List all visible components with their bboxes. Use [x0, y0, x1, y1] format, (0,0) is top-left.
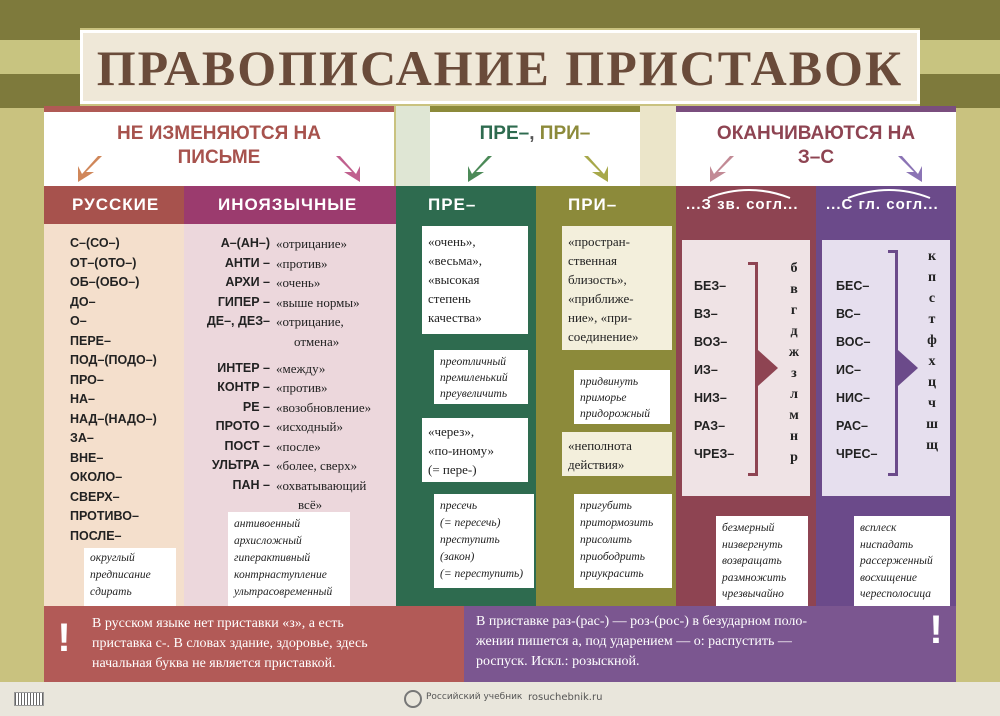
- category-separator: ,: [529, 123, 540, 144]
- bracket: [748, 262, 758, 476]
- prefix-item: СВЕРХ–: [70, 489, 120, 504]
- bracket: [888, 250, 898, 476]
- category-pre-pri-panel: [430, 106, 640, 186]
- prefix-item: ОБ–(ОБО–): [70, 275, 140, 289]
- foreign-meaning: «охватывающий: [276, 477, 367, 493]
- example-word: ультрасовременный: [234, 586, 333, 598]
- example-word: округлый: [90, 552, 135, 564]
- foreign-examples: [228, 512, 350, 606]
- pri-examples-1: придвинуть приморье придорожный: [574, 370, 670, 424]
- s-header: ...С гл. согл...: [826, 196, 939, 213]
- prefix-item: ПРОТИВО–: [70, 509, 139, 523]
- note-left-text: В русском языке нет приставки «з», а есть приставка с-. В словах здание, здоровье, здесь начальная буква не является приставкой.: [92, 616, 368, 671]
- pri-header: ПРИ–: [568, 195, 618, 214]
- note-right-text: В приставке раз-(рас-) — роз-(рос-) в безударном поло- жении пишется а, под ударением — о: распустить — роспуск. Искл.: розыскной.: [476, 614, 808, 669]
- foreign-prefix: РЕ –: [242, 399, 270, 414]
- foreign-prefix: ДЕ–, ДЕЗ–: [206, 314, 270, 328]
- site-link[interactable]: rosuchebnik.ru: [528, 692, 603, 703]
- category-ending-panel: [676, 106, 956, 186]
- arrow-down-right-icon: [580, 152, 612, 184]
- example-word: сдирать: [90, 586, 132, 598]
- foreign-prefix: УЛЬТРА –: [211, 458, 270, 472]
- barcode-icon: [14, 692, 44, 706]
- russian-examples: [84, 548, 176, 606]
- prefix-item: ПРО–: [70, 372, 104, 387]
- example-word: антивоенный: [234, 518, 301, 530]
- foreign-meaning: «против»: [276, 380, 328, 395]
- foreign-meaning: «отрицание,: [276, 314, 344, 329]
- example-word: гиперактивный: [234, 552, 311, 564]
- arrow-right-icon: [898, 350, 920, 386]
- logo-icon: [404, 690, 422, 708]
- prefix-item: ОКОЛО–: [70, 470, 123, 484]
- pri-meaning-1: «простран- ственная близость», «приближе- ние», «при- соединение»: [562, 226, 672, 350]
- foreign-meaning: «возобновление»: [276, 399, 372, 415]
- pre-meaning-1: «очень», «весьма», «высокая степень качества»: [422, 226, 528, 334]
- prefix-item: ОТ–(ОТО–): [70, 255, 137, 270]
- foreign-prefix: АНТИ –: [224, 255, 270, 270]
- category-unchanged-title: НЕ ИЗМЕНЯЮТСЯ НА ПИСЬМЕ: [117, 123, 321, 168]
- prefix-item: НАД–(НАДО–): [70, 411, 157, 426]
- category-ending-title: ОКАНЧИВАЮТСЯ НА З–С: [716, 123, 916, 168]
- pri-meaning-2: «неполнота действия»: [562, 432, 672, 476]
- arrow-down-left-icon: [464, 152, 496, 184]
- foreign-prefix-table: [196, 234, 392, 514]
- prefix-item: С–(СО–): [70, 236, 120, 250]
- warning-icon: !: [57, 616, 71, 660]
- foreign-prefix: А–(АН–): [220, 236, 270, 250]
- foreign-meaning: «против»: [276, 255, 328, 271]
- footer: [0, 682, 1000, 716]
- foreign-prefix: ГИПЕР –: [217, 294, 270, 309]
- prefix-item: НА–: [70, 392, 96, 406]
- russian-header: РУССКИЕ: [44, 186, 184, 224]
- foreign-meaning: «более, сверх»: [276, 458, 358, 473]
- warning-icon: !: [929, 608, 943, 652]
- example-word: контрнаступление: [234, 569, 327, 581]
- foreign-meaning: «выше нормы»: [276, 294, 360, 310]
- note-left-panel: [44, 606, 464, 682]
- pre-meaning-2: «через», «по-иному» (= пере-): [422, 418, 528, 482]
- arrow-down-left-icon: [706, 152, 738, 184]
- foreign-meaning: «исходный»: [276, 419, 343, 434]
- publisher-name: Российский учебник: [426, 692, 523, 702]
- prefix-item: ВНЕ–: [70, 450, 104, 465]
- foreign-prefix: ИНТЕР –: [217, 360, 270, 375]
- foreign-prefix: [196, 332, 276, 351]
- arc-decoration: [704, 186, 794, 200]
- arrow-down-right-icon: [332, 152, 364, 184]
- prefix-item: ЗА–: [70, 431, 94, 445]
- z-prefix-list: БЕЗ– ВЗ– ВОЗ– ИЗ– НИЗ– РАЗ– ЧРЕЗ–: [694, 279, 735, 461]
- note-right-panel: [464, 606, 956, 682]
- russian-prefix-list: [70, 234, 157, 546]
- s-examples: всплеск ниспадать рассерженный восхищение чересполосица: [854, 516, 950, 606]
- foreign-meaning: отмена»: [294, 333, 340, 349]
- s-prefix-list: БЕС– ВС– ВОС– ИС– НИС– РАС– ЧРЕС–: [836, 279, 878, 461]
- foreign-meaning: «после»: [276, 438, 321, 454]
- foreign-prefix: АРХИ –: [225, 275, 270, 289]
- pre-examples-1: преотличный премиленький преувеличить: [434, 350, 528, 404]
- foreign-prefix: ПОСТ –: [224, 438, 270, 453]
- page-title: ПРАВОПИСАНИЕ ПРИСТАВОК: [80, 30, 920, 104]
- foreign-meaning: «между»: [276, 360, 326, 376]
- z-letters: б в г д ж з л м н р: [788, 261, 800, 465]
- prefix-item: ДО–: [70, 294, 96, 309]
- foreign-prefix: КОНТР –: [217, 380, 270, 394]
- russian-column: [44, 186, 184, 606]
- foreign-meaning: всё»: [298, 497, 323, 512]
- arc-decoration: [844, 186, 934, 200]
- z-examples: безмерный низвергнуть возвращать размножить чрезвычайно: [716, 516, 808, 606]
- foreign-meaning: «очень»: [276, 275, 321, 290]
- example-word: архисложный: [234, 535, 302, 547]
- pre-header: ПРЕ–: [428, 195, 477, 214]
- foreign-prefix: ПРОТО –: [215, 419, 270, 433]
- s-letters: к п с т ф х ц ч ш щ: [926, 249, 938, 453]
- pre-examples-2: пресечь (= пересечь) преступить (закон) (= переступить): [434, 494, 534, 588]
- arrow-right-icon: [758, 350, 780, 386]
- arrow-down-left-icon: [74, 152, 106, 184]
- category-unchanged-panel: [44, 106, 394, 186]
- prefix-item: ПОСЛЕ–: [70, 528, 122, 543]
- foreign-prefix: ПАН –: [232, 477, 270, 492]
- prefix-item: О–: [70, 314, 87, 328]
- example-word: предписание: [90, 569, 151, 581]
- foreign-header: ИНОЯЗЫЧНЫЕ: [184, 186, 396, 224]
- prefix-item: ПОД–(ПОДО–): [70, 353, 157, 367]
- category-pre-label: ПРЕ–: [479, 123, 530, 144]
- foreign-meaning: «отрицание»: [276, 236, 348, 251]
- arrow-down-right-icon: [894, 152, 926, 184]
- prefix-item: ПЕРЕ–: [70, 333, 111, 348]
- z-header: ...З зв. согл...: [686, 196, 799, 213]
- category-pri-label: ПРИ–: [539, 123, 591, 144]
- pri-examples-2: пригубить притормозить присолить приободрить приукрасить: [574, 494, 672, 588]
